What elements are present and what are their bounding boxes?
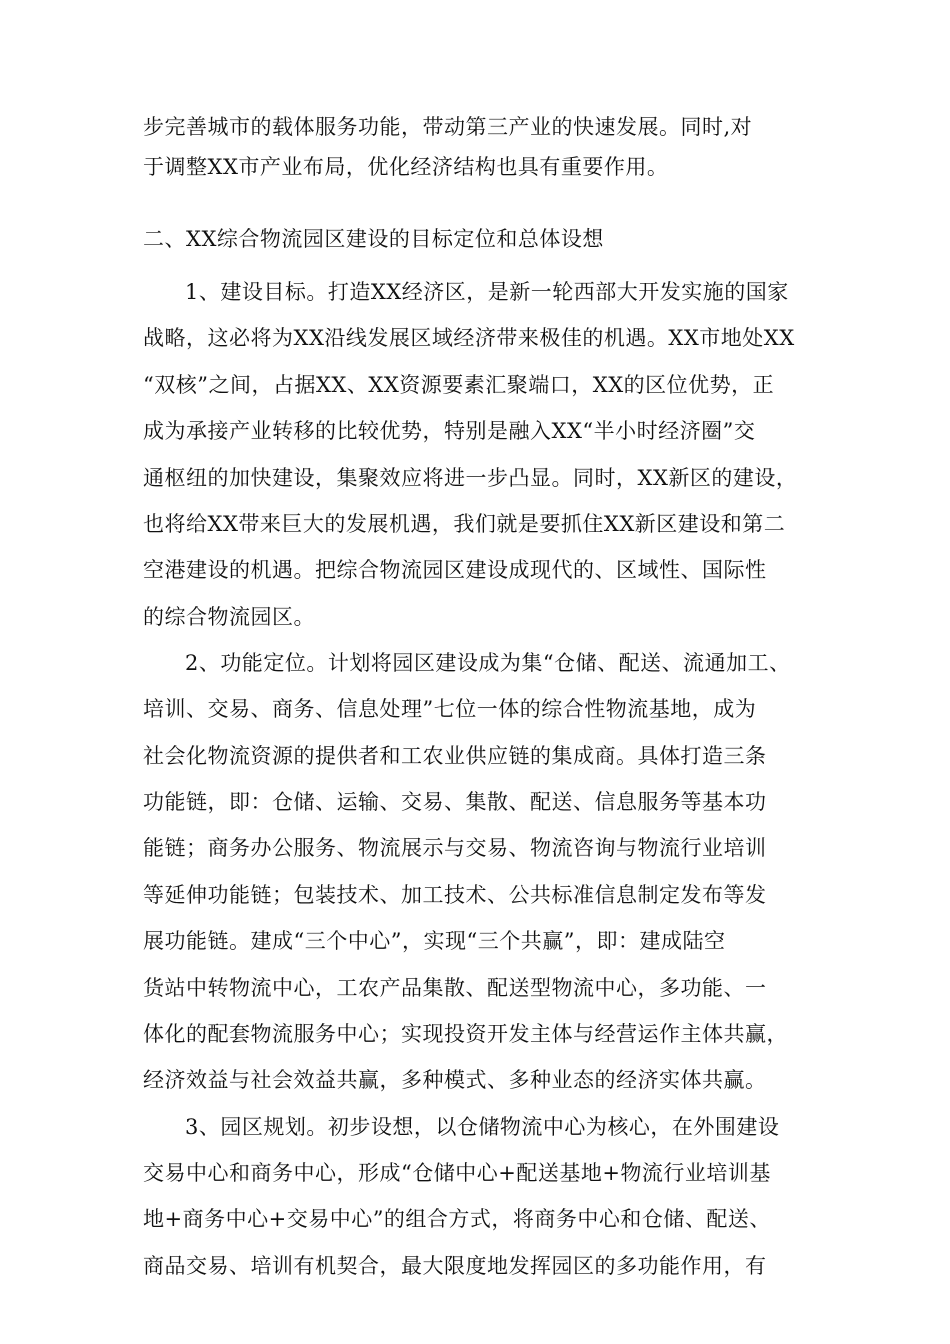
section-heading: 二、XX综合物流园区建设的目标定位和总体设想	[143, 227, 604, 251]
text-line: 2、功能定位。计划将园区建设成为集“仓储、配送、流通加工、	[185, 651, 791, 675]
text-line: 空港建设的机遇。把综合物流园区建设成现代的、区域性、国际性	[143, 558, 767, 582]
text-line: 也将给XX带来巨大的发展机遇，我们就是要抓住XX新区建设和第二	[143, 512, 786, 536]
text-line: 货站中转物流中心，工农产品集散、配送型物流中心，多功能、一	[143, 976, 767, 1000]
text-line: 经济效益与社会效益共赢，多种模式、多种业态的经济实体共赢。	[143, 1068, 767, 1092]
text-line: 商品交易、培训有机契合，最大限度地发挥园区的多功能作用，有	[143, 1254, 767, 1278]
text-line: 交易中心和商务中心，形成“仓储中心+配送基地+物流行业培训基	[143, 1161, 771, 1185]
text-line: 的综合物流园区。	[143, 605, 315, 629]
text-line: 于调整XX市产业布局，优化经济结构也具有重要作用。	[143, 155, 669, 179]
text-line: 等延伸功能链；包装技术、加工技术、公共标准信息制定发布等发	[143, 883, 767, 907]
text-line: 战略，这必将为XX沿线发展区域经济带来极佳的机遇。XX市地处XX	[143, 326, 795, 350]
text-line: 社会化物流资源的提供者和工农业供应链的集成商。具体打造三条	[143, 744, 767, 768]
text-line: 体化的配套物流服务中心；实现投资开发主体与经营运作主体共赢，	[143, 1022, 788, 1046]
text-line: “双核”之间，占据XX、XX资源要素汇聚端口，XX的区位优势，正	[143, 373, 775, 397]
text-line: 培训、交易、商务、信息处理”七位一体的综合性物流基地，成为	[143, 697, 757, 721]
text-line: 地+商务中心+交易中心”的组合方式，将商务中心和仓储、配送、	[143, 1207, 771, 1231]
text-line: 功能链，即：仓储、运输、交易、集散、配送、信息服务等基本功	[143, 790, 767, 814]
text-line: 能链；商务办公服务、物流展示与交易、物流咨询与物流行业培训	[143, 836, 767, 860]
text-line: 通枢纽的加快建设，集聚效应将进一步凸显。同时，XX新区的建设，	[143, 466, 798, 490]
text-line: 展功能链。建成“三个中心”，实现“三个共赢”，即：建成陆空	[143, 929, 726, 953]
text-line: 1、建设目标。打造XX经济区，是新一轮西部大开发实施的国家	[185, 280, 789, 304]
text-line: 步完善城市的载体服务功能，带动第三产业的快速发展。同时,对	[143, 115, 753, 139]
text-line: 成为承接产业转移的比较优势，特别是融入XX“半小时经济圈”交	[143, 419, 756, 443]
text-line: 3、园区规划。初步设想，以仓储物流中心为核心，在外围建设	[185, 1115, 780, 1139]
